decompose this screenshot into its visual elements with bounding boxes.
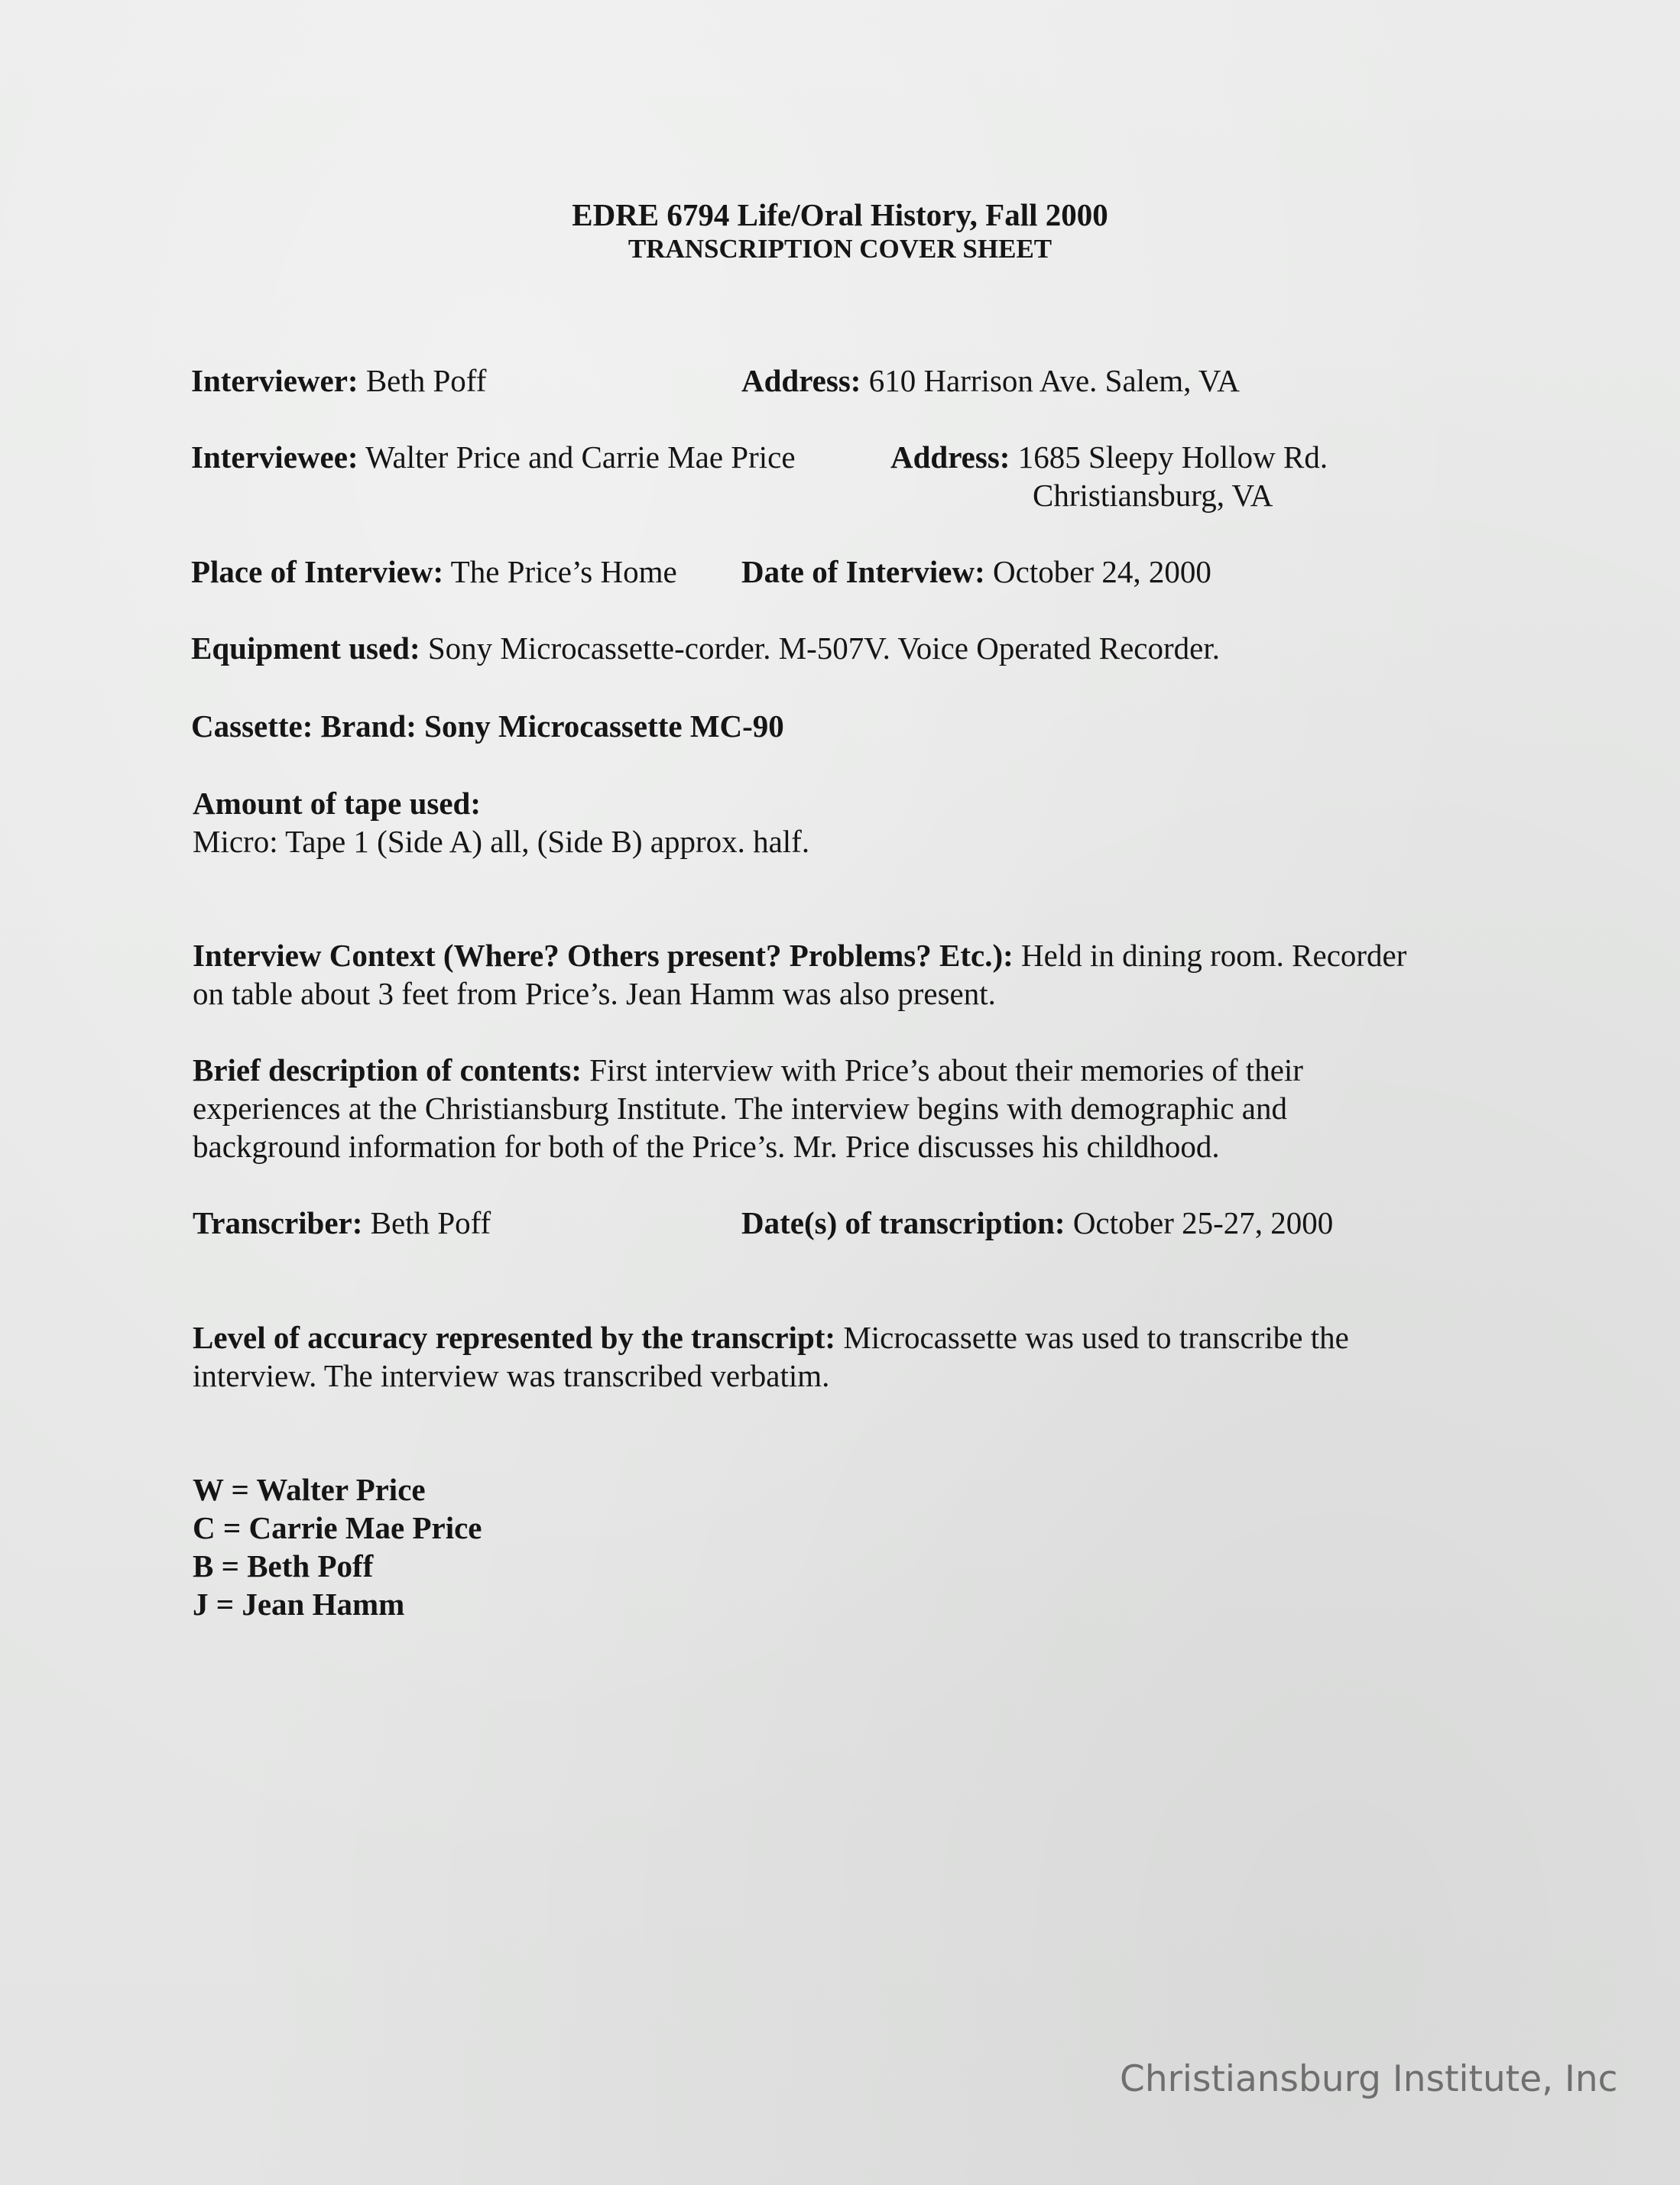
interviewee-label: Interviewee: — [191, 439, 358, 475]
interviewee-address-label: Address: — [890, 439, 1010, 475]
description-value-line2: experiences at the Christiansburg Institute. The interview begins with demographic and — [193, 1091, 1287, 1126]
interviewer-field — [191, 361, 486, 400]
interviewer-address-value: 610 Harrison Ave. Salem, VA — [868, 363, 1240, 398]
place-of-interview-field — [191, 553, 677, 591]
equipment-field — [191, 629, 1220, 667]
speaker-key-item: W = Walter Price — [193, 1472, 426, 1507]
transcriber-value: Beth Poff — [370, 1205, 491, 1240]
speaker-key — [193, 1470, 1507, 1623]
equipment-label: Equipment used: — [191, 631, 420, 666]
description-label: Brief description of contents: — [193, 1052, 582, 1088]
place-value: The Price’s Home — [450, 554, 677, 589]
transcription-date-value: October 25-27, 2000 — [1072, 1205, 1334, 1240]
interviewer-label: Interviewer: — [191, 363, 358, 398]
context-value-line1: Held in dining room. Recorder — [1021, 938, 1407, 973]
description-value-line1: First interview with Price’s about their memories of their — [589, 1052, 1303, 1088]
document-title: EDRE 6794 Life/Oral History, Fall 2000 — [572, 197, 1108, 232]
accuracy-value-line2: interview. The interview was transcribed verbatim. — [193, 1358, 830, 1393]
date-of-interview-label: Date of Interview: — [741, 554, 985, 589]
context-value-line2: on table about 3 feet from Price’s. Jean Hamm was also present. — [193, 976, 996, 1011]
tape-value: Micro: Tape 1 (Side A) all, (Side B) approx. half. — [193, 824, 810, 859]
accuracy-label: Level of accuracy represented by the transcript: — [193, 1320, 836, 1355]
tape-label: Amount of tape used: — [193, 786, 481, 821]
interviewer-value: Beth Poff — [365, 363, 487, 398]
interview-context-field — [193, 936, 1507, 1013]
transcription-date-field — [741, 1204, 1333, 1242]
interviewee-address-field — [890, 438, 1328, 476]
interviewee-field — [191, 438, 796, 476]
document-subtitle: TRANSCRIPTION COVER SHEET — [628, 234, 1052, 264]
date-of-interview-value: October 24, 2000 — [993, 554, 1211, 589]
speaker-key-item: J = Jean Hamm — [193, 1587, 405, 1622]
transcriber-label: Transcriber: — [193, 1205, 363, 1240]
tape-amount-field — [193, 784, 1507, 861]
place-label: Place of Interview: — [191, 554, 444, 589]
transcriber-field — [193, 1204, 491, 1242]
date-of-interview-field — [741, 553, 1211, 591]
watermark: Christiansburg Institute, Inc — [1120, 2058, 1618, 2100]
interviewee-value: Walter Price and Carrie Mae Price — [365, 439, 796, 475]
speaker-key-item: C = Carrie Mae Price — [193, 1510, 482, 1545]
transcription-date-label: Date(s) of transcription: — [741, 1205, 1065, 1240]
cassette-field: Cassette: Brand: Sony Microcassette MC-90 — [191, 708, 784, 744]
equipment-value: Sony Microcassette-corder. M-507V. Voice Operated Recorder. — [427, 631, 1220, 666]
interviewer-address-field — [741, 361, 1240, 400]
brief-description-field — [193, 1051, 1507, 1165]
speaker-key-item: B = Beth Poff — [193, 1548, 374, 1584]
interviewee-address-line1: 1685 Sleepy Hollow Rd. — [1017, 439, 1328, 475]
accuracy-field — [193, 1318, 1507, 1395]
context-label: Interview Context (Where? Others present? Problems? Etc.): — [193, 938, 1014, 973]
accuracy-value-line1: Microcassette was used to transcribe the — [843, 1320, 1349, 1355]
interviewer-address-label: Address: — [741, 363, 861, 398]
description-value-line3: background information for both of the Price’s. Mr. Price discusses his childhood. — [193, 1129, 1220, 1164]
interviewee-address-line2: Christiansburg, VA — [1033, 478, 1273, 513]
